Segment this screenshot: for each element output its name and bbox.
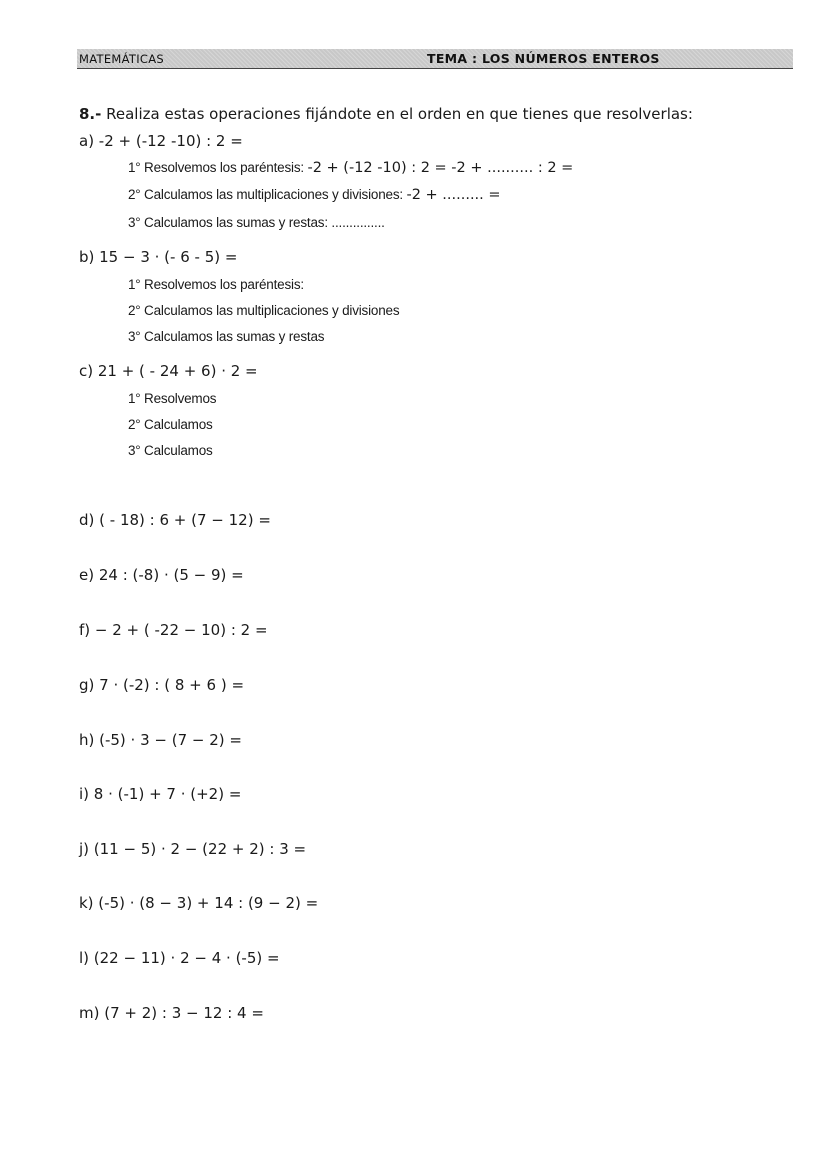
step-expression: -2 + (-12 -10) : 2 = -2 + .......... : 2 =: [307, 160, 574, 176]
exercise-g: g) 7 · (-2) : ( 8 + 6 ) =: [79, 676, 245, 694]
instruction-text: Realiza estas operaciones fijándote en el orden en que tienes que resolverlas:: [101, 105, 693, 123]
exercise-l: l) (22 − 11) · 2 − 4 · (-5) =: [79, 949, 280, 967]
exercise-d: d) ( - 18) : 6 + (7 − 12) =: [79, 511, 271, 529]
exercise-instruction: [79, 105, 693, 123]
exercise-a: a) -2 + (-12 -10) : 2 =: [79, 132, 243, 150]
exercise-b-step-2: 2° Calculamos las multiplicaciones y divisiones: [128, 303, 400, 318]
exercise-b-step-3: 3° Calculamos las sumas y restas: [128, 329, 325, 344]
step-expression: -2 + ......... =: [406, 187, 501, 203]
exercise-f: f) − 2 + ( -22 − 10) : 2 =: [79, 621, 268, 639]
step-label: 3° Calculamos las sumas y restas: ...............: [128, 215, 385, 230]
header-subject: MATEMÁTICAS: [79, 52, 164, 66]
exercise-i: i) 8 · (-1) + 7 · (+2) =: [79, 785, 242, 803]
step-label: 1° Resolvemos los paréntesis:: [128, 160, 308, 175]
exercise-k: k) (-5) · (8 − 3) + 14 : (9 − 2) =: [79, 894, 319, 912]
exercise-b: b) 15 − 3 · (- 6 - 5) =: [79, 248, 238, 266]
exercise-m: m) (7 + 2) : 3 − 12 : 4 =: [79, 1004, 264, 1022]
exercise-h: h) (-5) · 3 − (7 − 2) =: [79, 731, 242, 749]
exercise-a-step-3: [128, 215, 385, 230]
exercise-e: e) 24 : (-8) · (5 − 9) =: [79, 566, 244, 584]
step-label: 2° Calculamos las multiplicaciones y divisiones:: [128, 187, 407, 202]
exercise-a-step-1: [128, 160, 573, 176]
exercise-c-step-3: 3° Calculamos: [128, 443, 213, 458]
header-topic: TEMA : LOS NÚMEROS ENTEROS: [427, 51, 660, 66]
exercise-number: 8.-: [79, 105, 102, 123]
exercise-c-step-1: 1° Resolvemos: [128, 391, 217, 406]
exercise-c: c) 21 + ( - 24 + 6) · 2 =: [79, 362, 258, 380]
exercise-j: j) (11 − 5) · 2 − (22 + 2) : 3 =: [79, 840, 307, 858]
exercise-c-step-2: 2° Calculamos: [128, 417, 213, 432]
page-header: [77, 49, 793, 69]
exercise-b-step-1: 1° Resolvemos los paréntesis:: [128, 277, 304, 292]
exercise-a-step-2: [128, 187, 501, 203]
